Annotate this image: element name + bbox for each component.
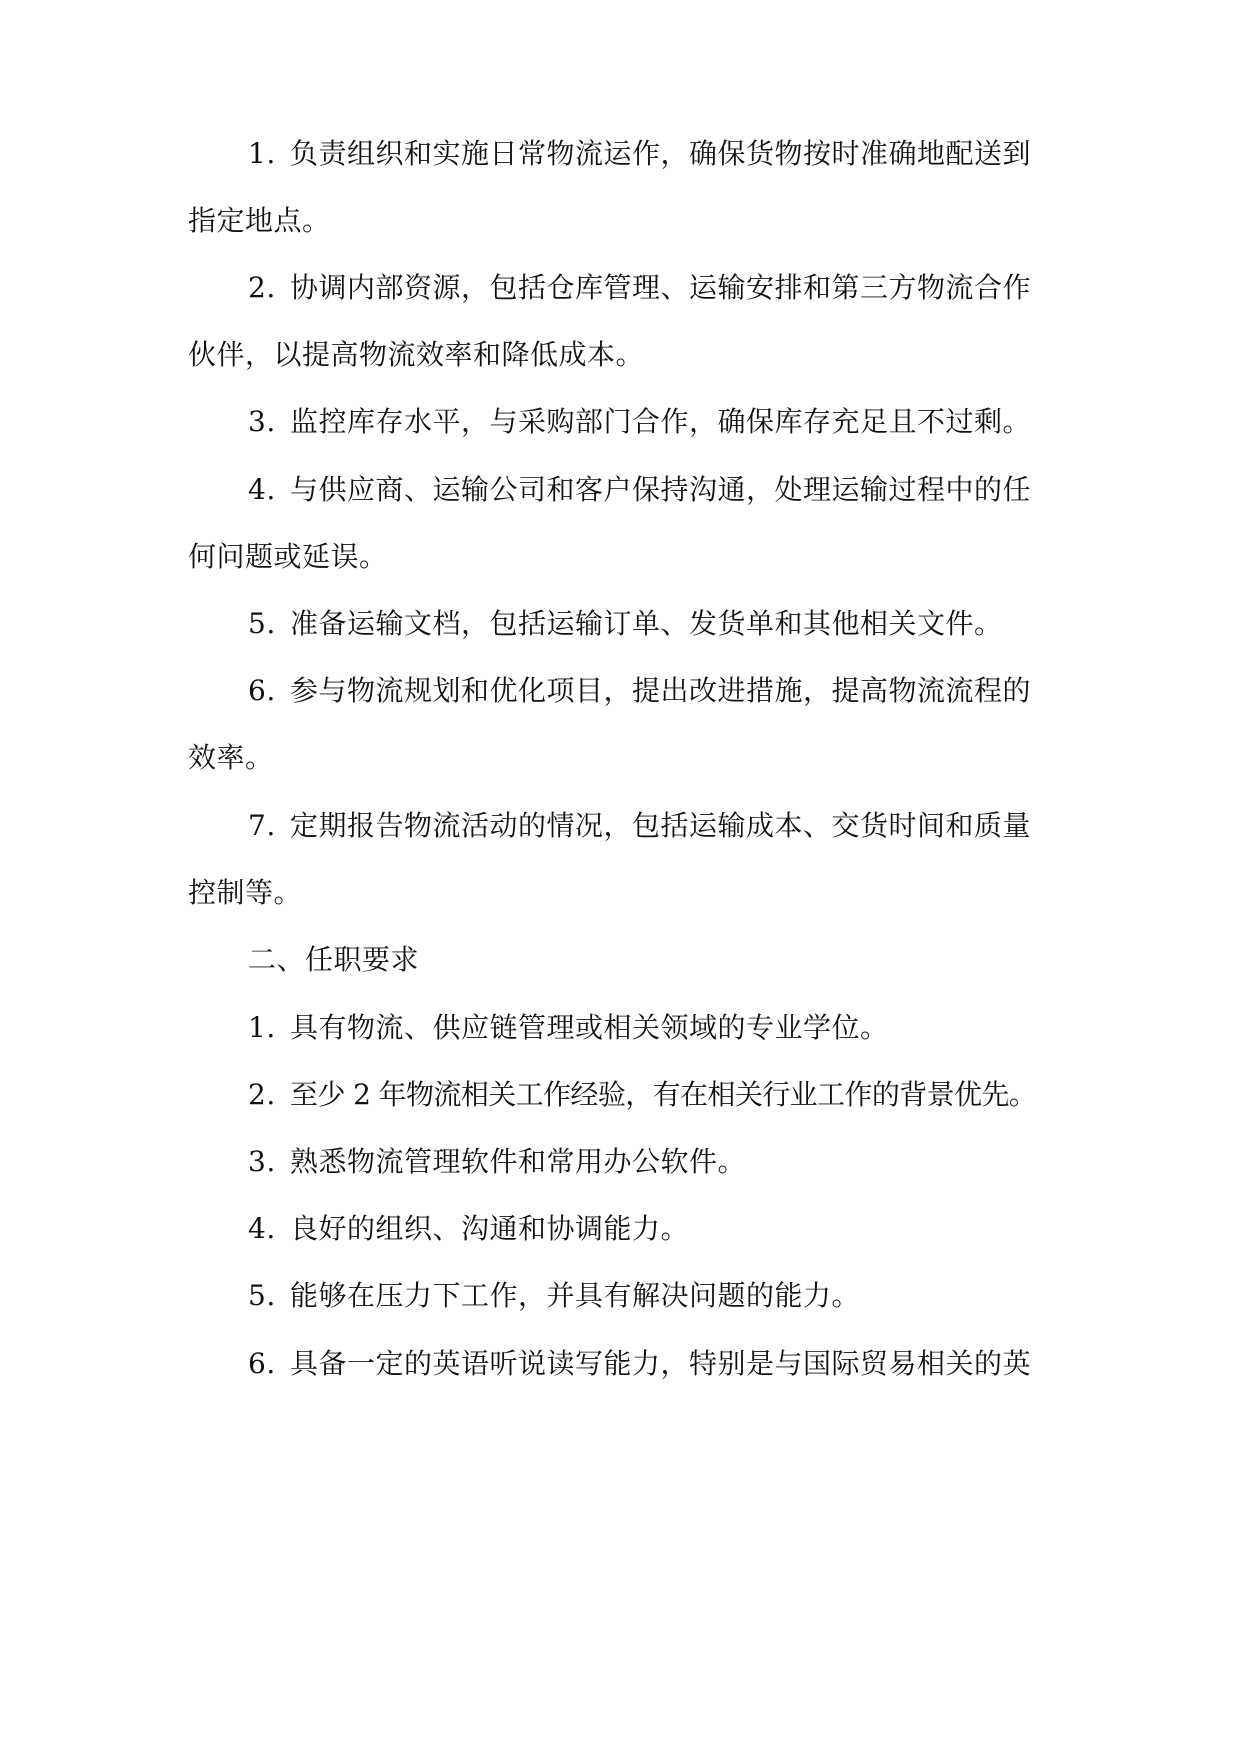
item-number: 2. <box>248 271 276 304</box>
item-number: 4. <box>248 1212 276 1245</box>
item-text: 能够在压力下工作，并具有解决问题的能力。 <box>290 1279 861 1312</box>
item-text: 至少 2 年物流相关工作经验，有在相关行业工作的背景优先。 <box>290 1078 1037 1111</box>
item-text-continuation: 伙伴，以提高物流效率和降低成本。 <box>188 338 645 371</box>
item-text: 具有物流、供应链管理或相关领域的专业学位。 <box>290 1011 889 1044</box>
item-text-continuation: 指定地点。 <box>188 204 331 237</box>
item-number: 5. <box>248 1279 276 1312</box>
item-text: 协调内部资源，包括仓库管理、运输安排和第三方物流合作 <box>290 271 1032 304</box>
item-number: 5. <box>248 607 276 640</box>
item-number: 3. <box>248 1145 276 1178</box>
item-text: 参与物流规划和优化项目，提出改进措施，提高物流流程的 <box>290 674 1032 707</box>
item-number: 1. <box>248 1011 276 1044</box>
item-text: 负责组织和实施日常物流运作，确保货物按时准确地配送到 <box>290 137 1032 170</box>
item-text-continuation: 效率。 <box>188 741 274 774</box>
section-heading: 二、任职要求 <box>248 943 420 976</box>
item-number: 6. <box>248 674 276 707</box>
item-text-continuation: 控制等。 <box>188 876 303 909</box>
item-text: 监控库存水平，与采购部门合作，确保库存充足且不过剩。 <box>290 405 1032 438</box>
item-number: 2. <box>248 1078 276 1111</box>
item-text: 定期报告物流活动的情况，包括运输成本、交货时间和质量 <box>290 809 1032 842</box>
item-text-continuation: 何问题或延误。 <box>188 540 388 573</box>
item-text: 熟悉物流管理软件和常用办公软件。 <box>290 1145 747 1178</box>
item-text: 与供应商、运输公司和客户保持沟通，处理运输过程中的任 <box>290 473 1032 506</box>
item-text: 具备一定的英语听说读写能力，特别是与国际贸易相关的英 <box>290 1347 1032 1380</box>
item-text: 良好的组织、沟通和协调能力。 <box>290 1212 690 1245</box>
item-number: 4. <box>248 473 276 506</box>
item-number: 1. <box>248 137 276 170</box>
item-number: 7. <box>248 809 276 842</box>
item-number: 6. <box>248 1347 276 1380</box>
item-number: 3. <box>248 405 276 438</box>
item-text: 准备运输文档，包括运输订单、发货单和其他相关文件。 <box>290 607 1003 640</box>
